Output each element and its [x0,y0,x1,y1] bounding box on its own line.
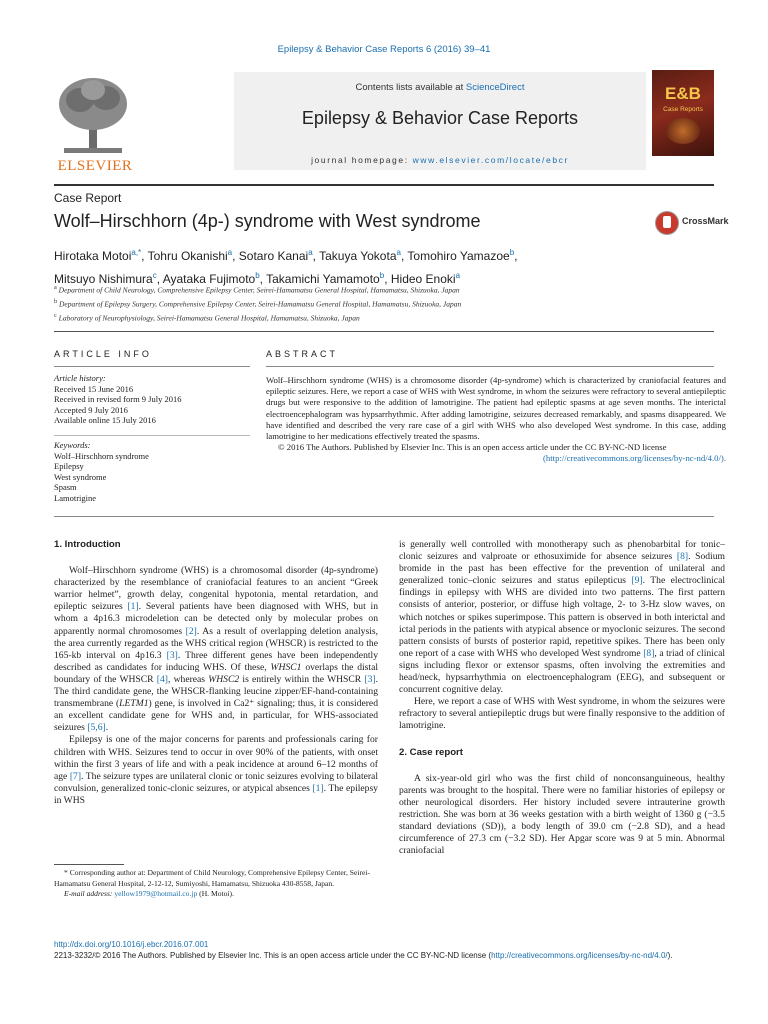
cover-title: E&B [665,84,701,103]
history-online: Available online 15 July 2016 [54,415,156,425]
abstract-divider [266,366,714,367]
gene-name: WHSC1 [270,661,302,673]
history-received: Received 15 June 2016 [54,383,134,394]
body-paragraph: Wolf–Hirschhorn syndrome (WHS) is a chromosomal disorder (4p-syndrome) characterized by the resemblance of craniofacial features to an ancient “Greek warrior helmet”, growth delay, congenital hypotonia, mental retardation, and epileptic seizures [1]. Several patients have been diagnosed with WHS, but in whom a 4p16.3 microdeletion can be detected only by molecular probes on apparently normal chromosomes [2]. As a result of overlapping deletion analysis, the area currently regarded as the WHS critical region (WHSCR) is restricted to the 165-kb interval on 4p16.3 [3]. Three different genes have been independently described as candidates for inducing WHS. Of these, WHSC1 overlaps the distal boundary of the WHSCR [4], whereas WHSC2 is entirely within the WHSCR [3]. The third candidate gene, the WHSCR-flanking leucine zipper/EF-hand-containing transmembrane (LETM1) gene, is involved in Ca2⁺ signaling; thus, it is considered an excellent candidate gene for WHS and, in particular, for WHS-associated seizures [5,6]. [54,565,379,734]
citation-link[interactable]: [3] [364,673,376,685]
masthead-banner [234,72,646,170]
author-separator: , [384,272,391,286]
sciencedirect-link[interactable]: ScienceDirect [465,82,525,93]
elsevier-wordmark: ELSEVIER [57,158,133,174]
affiliation-marker: a [54,284,57,291]
body-paragraph: A six-year-old girl who was the first child of nonconsanguineous, healthy parents was brought to the hospital. There were no familiar histories of epilepsy or other neurological disorders. Her history included severe intrauterine growth restriction. She was born at 36 weeks gestation with a birth weight of 1360 g (−3.5 standard deviations (SD)), a body length of 39.0 cm (−2.8 SD), and a head circumference of 27.3 cm (−3.2 SD). Her Apgar score was 9 at 5 min. Abnormal craniofacial [399,772,725,857]
running-header[interactable]: Epilepsy & Behavior Case Reports 6 (2016) 39–41 [277,44,491,55]
author-name[interactable]: Mitsuyo Nishimura [54,272,153,286]
author-separator: , [141,249,148,263]
body-divider [54,516,714,517]
author-name[interactable]: Ayataka Fujimoto [162,272,256,286]
body-column-right [399,539,725,857]
affiliation-line [54,296,694,310]
gene-name: LETM1 [119,698,149,710]
author-name[interactable]: Hideo Enoki [390,272,456,286]
body-paragraph: is generally well controlled with monotherapy such as phenobarbital for tonic–clonic seizures and valproate or ethosuximide for absence seizures [8]. Sodium bromide in the past has been effective for the prevention of unilateral and generalized tonic–clonic seizures and status epilepticus [9]. The electroclinical findings in epilepsy with WHS are divided into two patterns. The first pattern consists of anterior, posterior, or diffuse high voltage, 2- to 3-Hz slow waves, on which notches or spikes superimpose. This pattern is observed in both interictal and ictal periods in the patients with atypical absence or myoclonic seizures. The second pattern consists of bursts of posterior rapid, repetitive spikes. There has been only one report of a case with WHS who developed West syndrome [8], a triad of clinical signs including flexor or extensor spasms, often involving the extremities and head/neck, hypsarrhythmia on electroencephalogram (EEG), and subsequent or concurrent cognitive delay. [399,539,726,696]
article-title: Wolf–Hirschhorn (4p-) syndrome with West syndrome [54,211,481,231]
author-affiliation-marker[interactable]: b [379,271,385,280]
citation-link[interactable]: [8] [676,551,689,563]
abstract-license-link[interactable]: (http://creativecommons.org/licenses/by-nc-nd/4.0/). [543,453,726,464]
email-link[interactable]: yellow1979@hotmail.co.jp [114,889,198,898]
citation-link[interactable]: [7] [69,770,82,782]
article-history [54,373,250,426]
author-affiliation-marker[interactable]: a [308,248,313,257]
journal-cover-image [652,70,714,156]
author-affiliation-marker[interactable]: b [509,248,515,257]
keyword-item: Wolf–Hirschhorn syndrome [54,450,149,461]
affiliation-line [54,310,694,324]
article-type: Case Report [54,191,122,205]
issn-license-line: 2213-3232/© 2016 The Authors. Published by Elsevier Inc. This is an open access article under the CC BY-NC-ND license (http://creativecommons.org/licenses/by-nc-nd/4.0/). [54,951,673,960]
affiliation-line [54,282,694,296]
gene-name: WHSC2 [208,673,240,685]
cover-subtitle: Case Reports [663,106,703,113]
crossmark-badge[interactable] [655,211,729,235]
cover-artwork [666,118,700,144]
crossmark-label: CrossMark [682,216,729,226]
abstract-paragraph: Wolf–Hirschhorn syndrome (WHS) is a chromosome disorder (4p-syndrome) which is characterized by craniofacial features and epileptic seizures. Here, we report a case of WHS with West syndrome, in whom the seizures were refractory to several antiepileptic drugs but were responsive to the addition of lamotrigine. The patient had epileptic spasms at age seven months. The interictal electroencephalogram was hypsarrhythmic. After adding lamotrigine, seizures decreased remarkably, and spasms disappeared. We have identified and described the very rare case of a girl with WHS who also developed West syndrome. In this case, adding lamotrigine to her medications effectively treated the spasms. [266,375,726,442]
affiliation-divider [54,331,714,332]
section-heading-case-report: 2. Case report [399,746,463,758]
keyword-item: Spasm [54,482,77,492]
body-paragraph: Here, we report a case of WHS with West syndrome, in whom the seizures were refractory to several antiepileptic drugs but were finally responsive to the addition of lamotrigine. [399,696,725,732]
keywords [54,440,250,503]
affiliation-text: Department of Child Neurology, Comprehensive Epilepsy Center, Seirei-Hamamatsu General Hospital, Hamamatsu, Shizuoka, Japan [58,285,460,295]
homepage-link[interactable]: www.elsevier.com/locate/ebcr [412,155,569,165]
author-name[interactable]: Takamichi Yamamoto [266,272,380,286]
author-separator: , [232,249,239,263]
citation-link[interactable]: [1] [312,782,324,794]
citation-link[interactable]: [9] [631,575,643,587]
elsevier-tree-logo [54,70,132,170]
citation-link[interactable]: [3] [166,649,178,661]
masthead-divider [54,184,714,186]
section-heading-introduction: 1. Introduction [54,539,121,550]
footnote-divider [54,864,124,865]
author-affiliation-marker[interactable]: c [152,271,157,280]
author-separator: , [156,272,163,286]
author-separator: , [259,272,267,286]
crossmark-icon [655,211,679,235]
affiliation-text: Laboratory of Neurophysiology, Seirei-Hamamatsu General Hospital, Hamamatsu, Shizuoka, Japan [58,313,360,323]
contents-line [234,82,646,93]
corresponding-author-footnote: * Corresponding author at: Department of Child Neurology, Comprehensive Epilepsy Center, Seirei-Hamamatsu General Hospital, 2-12-12, Sumiyoshi, Hamamatsu, Shizuoka 430-8558, Japan. E-mail address: yellow1979@hotmail.co.jp (H. Motoi). [54,868,371,898]
contents-prefix: Contents lists available at [355,82,466,93]
author-affiliation-marker[interactable]: a [396,248,401,257]
author-name[interactable]: Tomohiro Yamazoe [407,249,510,263]
affiliation-marker: b [54,298,58,305]
affiliations [54,282,694,324]
history-revised: Received in revised form 9 July 2016 [54,394,182,404]
journal-title: Epilepsy & Behavior Case Reports [301,108,579,128]
author-separator: , [400,249,408,263]
article-info-heading: ARTICLE INFO [54,349,152,359]
keyword-item: West syndrome [54,471,107,482]
author-name[interactable]: Hirotaka Motoi [54,249,132,263]
keywords-label: Keywords: [54,440,91,450]
homepage-line [234,155,646,165]
affiliation-marker: c [54,312,57,319]
author-separator: , [312,249,320,263]
homepage-prefix: journal homepage: [311,155,413,165]
citation-link[interactable]: [2] [185,625,197,637]
journal-masthead [54,70,714,180]
abstract-copyright: © 2016 The Authors. Published by Elsevier Inc. This is an open access article under the CC BY-NC-ND license [278,442,667,453]
author-separator: , [514,249,518,263]
author-name[interactable]: Sotaro Kanai [238,249,309,263]
history-accepted: Accepted 9 July 2016 [54,404,128,415]
author-name[interactable]: Tohru Okanishi [147,249,228,263]
author-affiliation-marker[interactable]: a,* [131,248,142,257]
doi-link[interactable]: http://dx.doi.org/10.1016/j.ebcr.2016.07.001 [54,940,209,949]
history-label: Article history: [54,373,106,383]
author-affiliation-marker[interactable]: a [227,248,233,257]
author-name[interactable]: Takuya Yokota [319,249,397,263]
article-info-divider [54,366,250,367]
citation-link[interactable]: [5,6] [87,722,106,734]
abstract-heading: ABSTRACT [266,349,339,359]
license-link[interactable]: http://creativecommons.org/licenses/by-nc-nd/4.0/ [491,951,668,960]
affiliation-text: Department of Epilepsy Surgery, Comprehensive Epilepsy Center, Seirei-Hamamatsu General Hospital, Hamamatsu, Shizuoka, Japan [59,299,462,309]
citation-link[interactable]: [1] [127,601,139,613]
body-column-left [54,539,378,807]
citation-link[interactable]: [8] [643,647,655,659]
author-affiliation-marker[interactable]: a [455,271,461,280]
abstract-body [266,375,726,465]
article-info-mid-divider [54,435,250,436]
keyword-item: Epilepsy [54,461,84,471]
body-paragraph: Epilepsy is one of the major concerns for parents and professionals caring for children with WHS. Seizures tend to occur in over 90% of the patients, with onset within the first 3 years of life and with a peak incidence at around 6–12 months of age [7]. The seizure types are unilateral clonic or tonic seizures evolving to bilateral convulsion, generalized tonic-clonic seizures, or atypical absences [1]. The epilepsy in WHS [54,734,378,806]
keyword-item: Lamotrigine [54,492,97,503]
citation-link[interactable]: [4] [156,673,168,685]
author-affiliation-marker[interactable]: b [255,271,260,280]
